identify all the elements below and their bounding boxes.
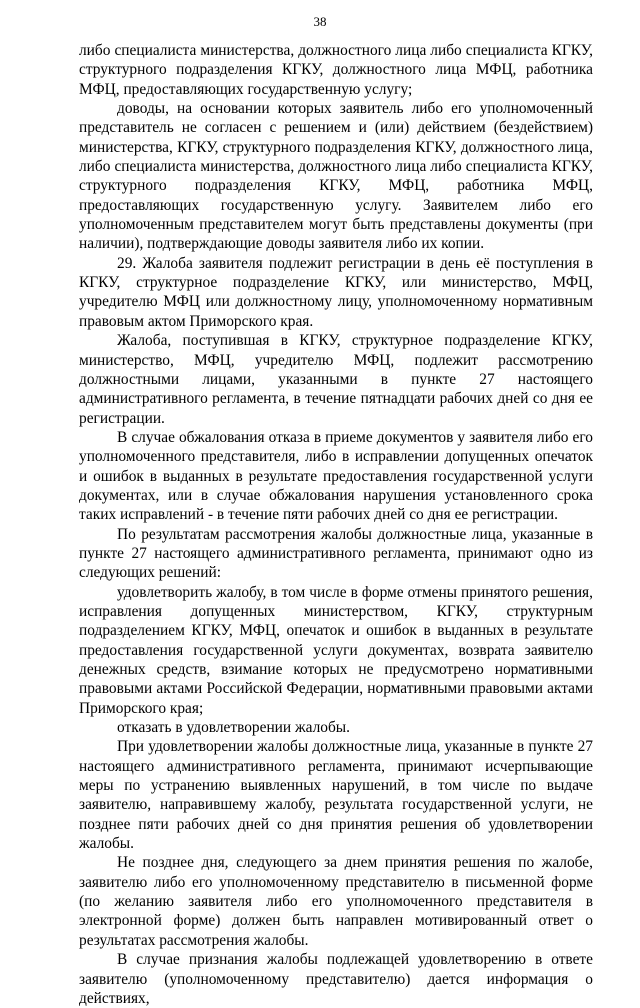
document-body — [79, 41, 593, 1008]
paragraph-8: отказать в удовлетворении жалобы. — [117, 719, 351, 737]
paragraph-5: В случае обжалования отказа в приеме документов у заявителя либо его уполномоченного представителя, либо в исправлении допущенных опечаток и ошибок в выданных в результате предоставления государственной услуги документах, или в случае обжалования нарушения установленного срока таких исправлений - в течение пяти рабочих дней со дня ее регистрации. — [79, 428, 593, 524]
paragraph-10: Не позднее дня, следующего за днем принятия решения по жалобе, заявителю либо его уполномоченному представителю в письменной форме (по желанию заявителя либо его уполномоченного представителя в электронной форме) должен быть направлен мотивированный ответ о результатах рассмотрения жалобы. — [79, 854, 593, 949]
paragraph-3: 29. Жалоба заявителя подлежит регистрации в день её поступления в КГКУ, структурное подразделение КГКУ, или министерство, МФЦ, учредителю МФЦ или должностному лицу, уполномоченному нормативным правовым актом Приморского края. — [79, 254, 593, 330]
paragraph-1: либо специалиста министерства, должностного лица либо специалиста КГКУ, структурного подразделения КГКУ, должностного лица МФЦ, работника МФЦ, предоставляющих государственную услугу; — [79, 42, 593, 98]
paragraph-6: По результатам рассмотрения жалобы должностные лица, указанные в пункте 27 настоящего административного регламента, принимают одно из следующих решений: — [79, 525, 593, 582]
paragraph-2: доводы, на основании которых заявитель либо его уполномоченный представитель не согласен с решением и (или) действием (бездействием) министерства, КГКУ, структурного подразделения КГКУ, должностного лица, либо специалиста министерства, должностного лица либо специалиста КГКУ, структурного подразделения КГКУ, МФЦ, работника МФЦ, предоставляющих государственную услугу. Заявителем либо его уполномоченным представителем могут быть представлены документы (при наличии), подтверждающие доводы заявителя либо их копии. — [79, 100, 593, 253]
paragraph-7: удовлетворить жалобу, в том числе в форме отмены принятого решения, исправления допущенных министерством, КГКУ, структурным подразделением КГКУ, МФЦ, опечаток и ошибок в выданных в результате предоставления государственной услуги документах, возврата заявителю денежных средств, взимание которых не предусмотрено нормативными правовыми актами Российской Федерации, нормативными правовыми актами Приморского края; — [79, 583, 593, 717]
paragraph-4: Жалоба, поступившая в КГКУ, структурное подразделение КГКУ, министерство, МФЦ, учредителю МФЦ, подлежит рассмотрению должностными лицами, указанными в пункте 27 настоящего административного регламента, в течение пятнадцати рабочих дней со дня ее регистрации. — [79, 332, 593, 427]
paragraph-11: В случае признания жалобы подлежащей удовлетворению в ответе заявителю (уполномоченному представителю) дается информация о действиях, — [79, 951, 593, 1007]
paragraph-9: При удовлетворении жалобы должностные лица, указанные в пункте 27 настоящего административного регламента, принимают исчерпывающие меры по устранению выявленных нарушений, в том числе по выдаче заявителю, направившему жалобу, результата государственной услуги, не позднее пяти рабочих дней со дня принятия решения об удовлетворении жалобы. — [79, 738, 593, 853]
page-number: 38 — [313, 14, 327, 29]
